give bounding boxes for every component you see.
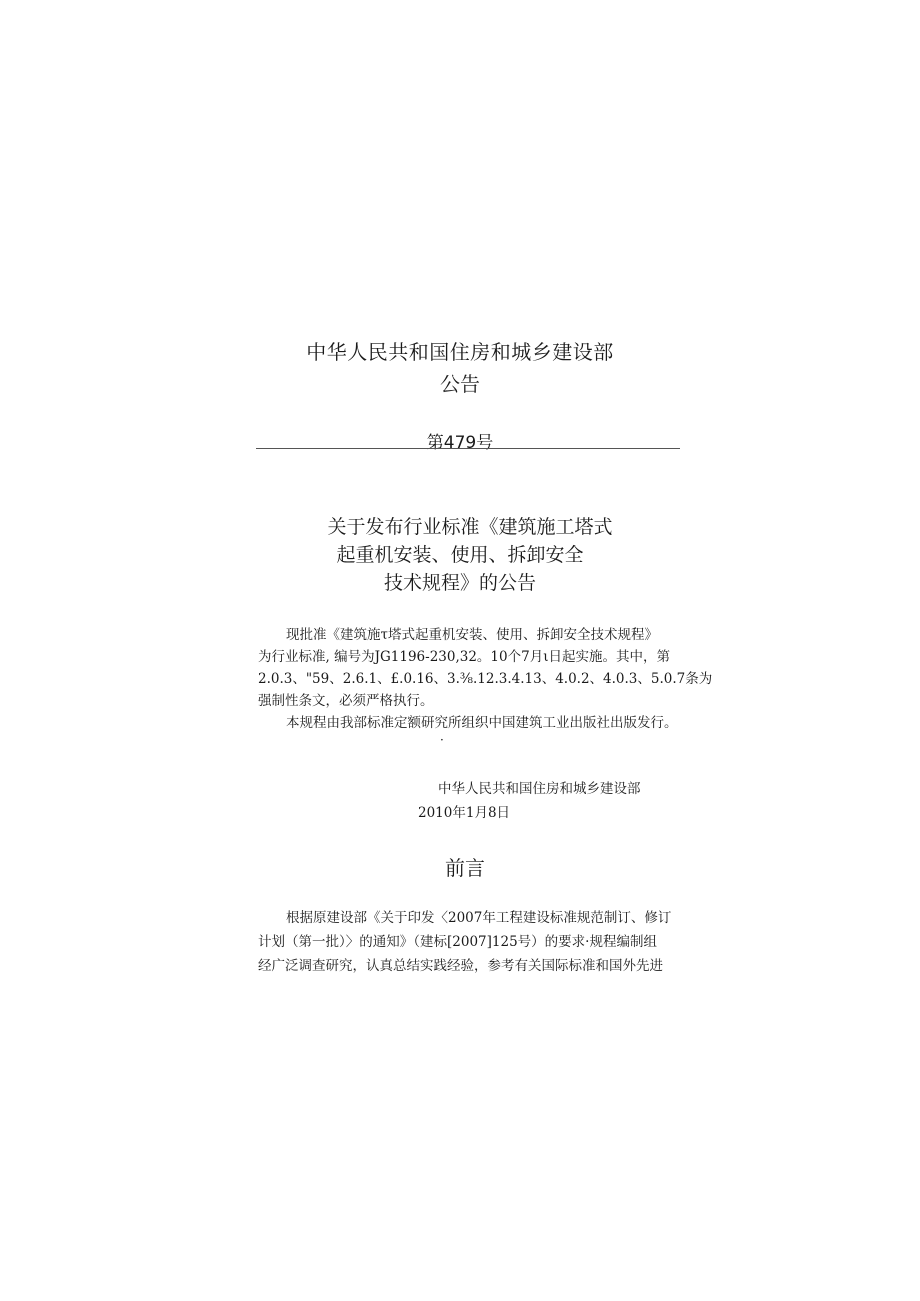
notice-number: 第479号 — [426, 433, 494, 453]
signature-date: 2010年1月8日 — [418, 805, 511, 821]
preface-line-3: 经广泛调查研究，认真总结实践经验，参考有关国际标准和国外先进 — [258, 958, 663, 974]
announcement-title-line-2: 起重机安装、使用、拆卸安全 — [336, 544, 584, 566]
announcement-line-5: 本规程由我部标准定额研究所组织中国建筑工业出版社出版发行。 — [286, 715, 678, 731]
preface-line-1: 根据原建设部《关于印发〈2007年工程建设标准规范制订、修订 — [286, 910, 672, 926]
notice-label: 公告 — [440, 372, 480, 396]
announcement-line-3: 2.0.3、"59、2.6.1、£.0.16、3.⅜.12.3.4.13、4.0.2、4.0.3、5.0.7条为 — [258, 671, 713, 687]
announcement-line-2: 为行业标准, 编号为JG1196-230,32。10个7月ι日起实施。其中，第 — [258, 649, 670, 665]
signature-issuer: 中华人民共和国住房和城乡建设部 — [438, 781, 641, 797]
divider-rule — [256, 448, 680, 449]
preface-line-2: 计划（第一批）〉的通知》（建标[2007]125号）的要求·规程编制组 — [258, 934, 657, 950]
ministry-name: 中华人民共和国住房和城乡建设部 — [306, 340, 614, 364]
preface-heading: 前言 — [445, 856, 485, 880]
announcement-line-1: 现批准《建筑施τ塔式起重机安装、使用、拆卸安全技术规程》 — [286, 627, 658, 643]
announcement-line-4: 强制性条文，必须严格执行。 — [258, 693, 434, 709]
announcement-title-line-3: 技术规程》的公告 — [383, 572, 536, 594]
stray-dot: · — [440, 733, 444, 747]
announcement-title-line-1: 关于发布行业标准《建筑施工塔式 — [327, 516, 613, 538]
